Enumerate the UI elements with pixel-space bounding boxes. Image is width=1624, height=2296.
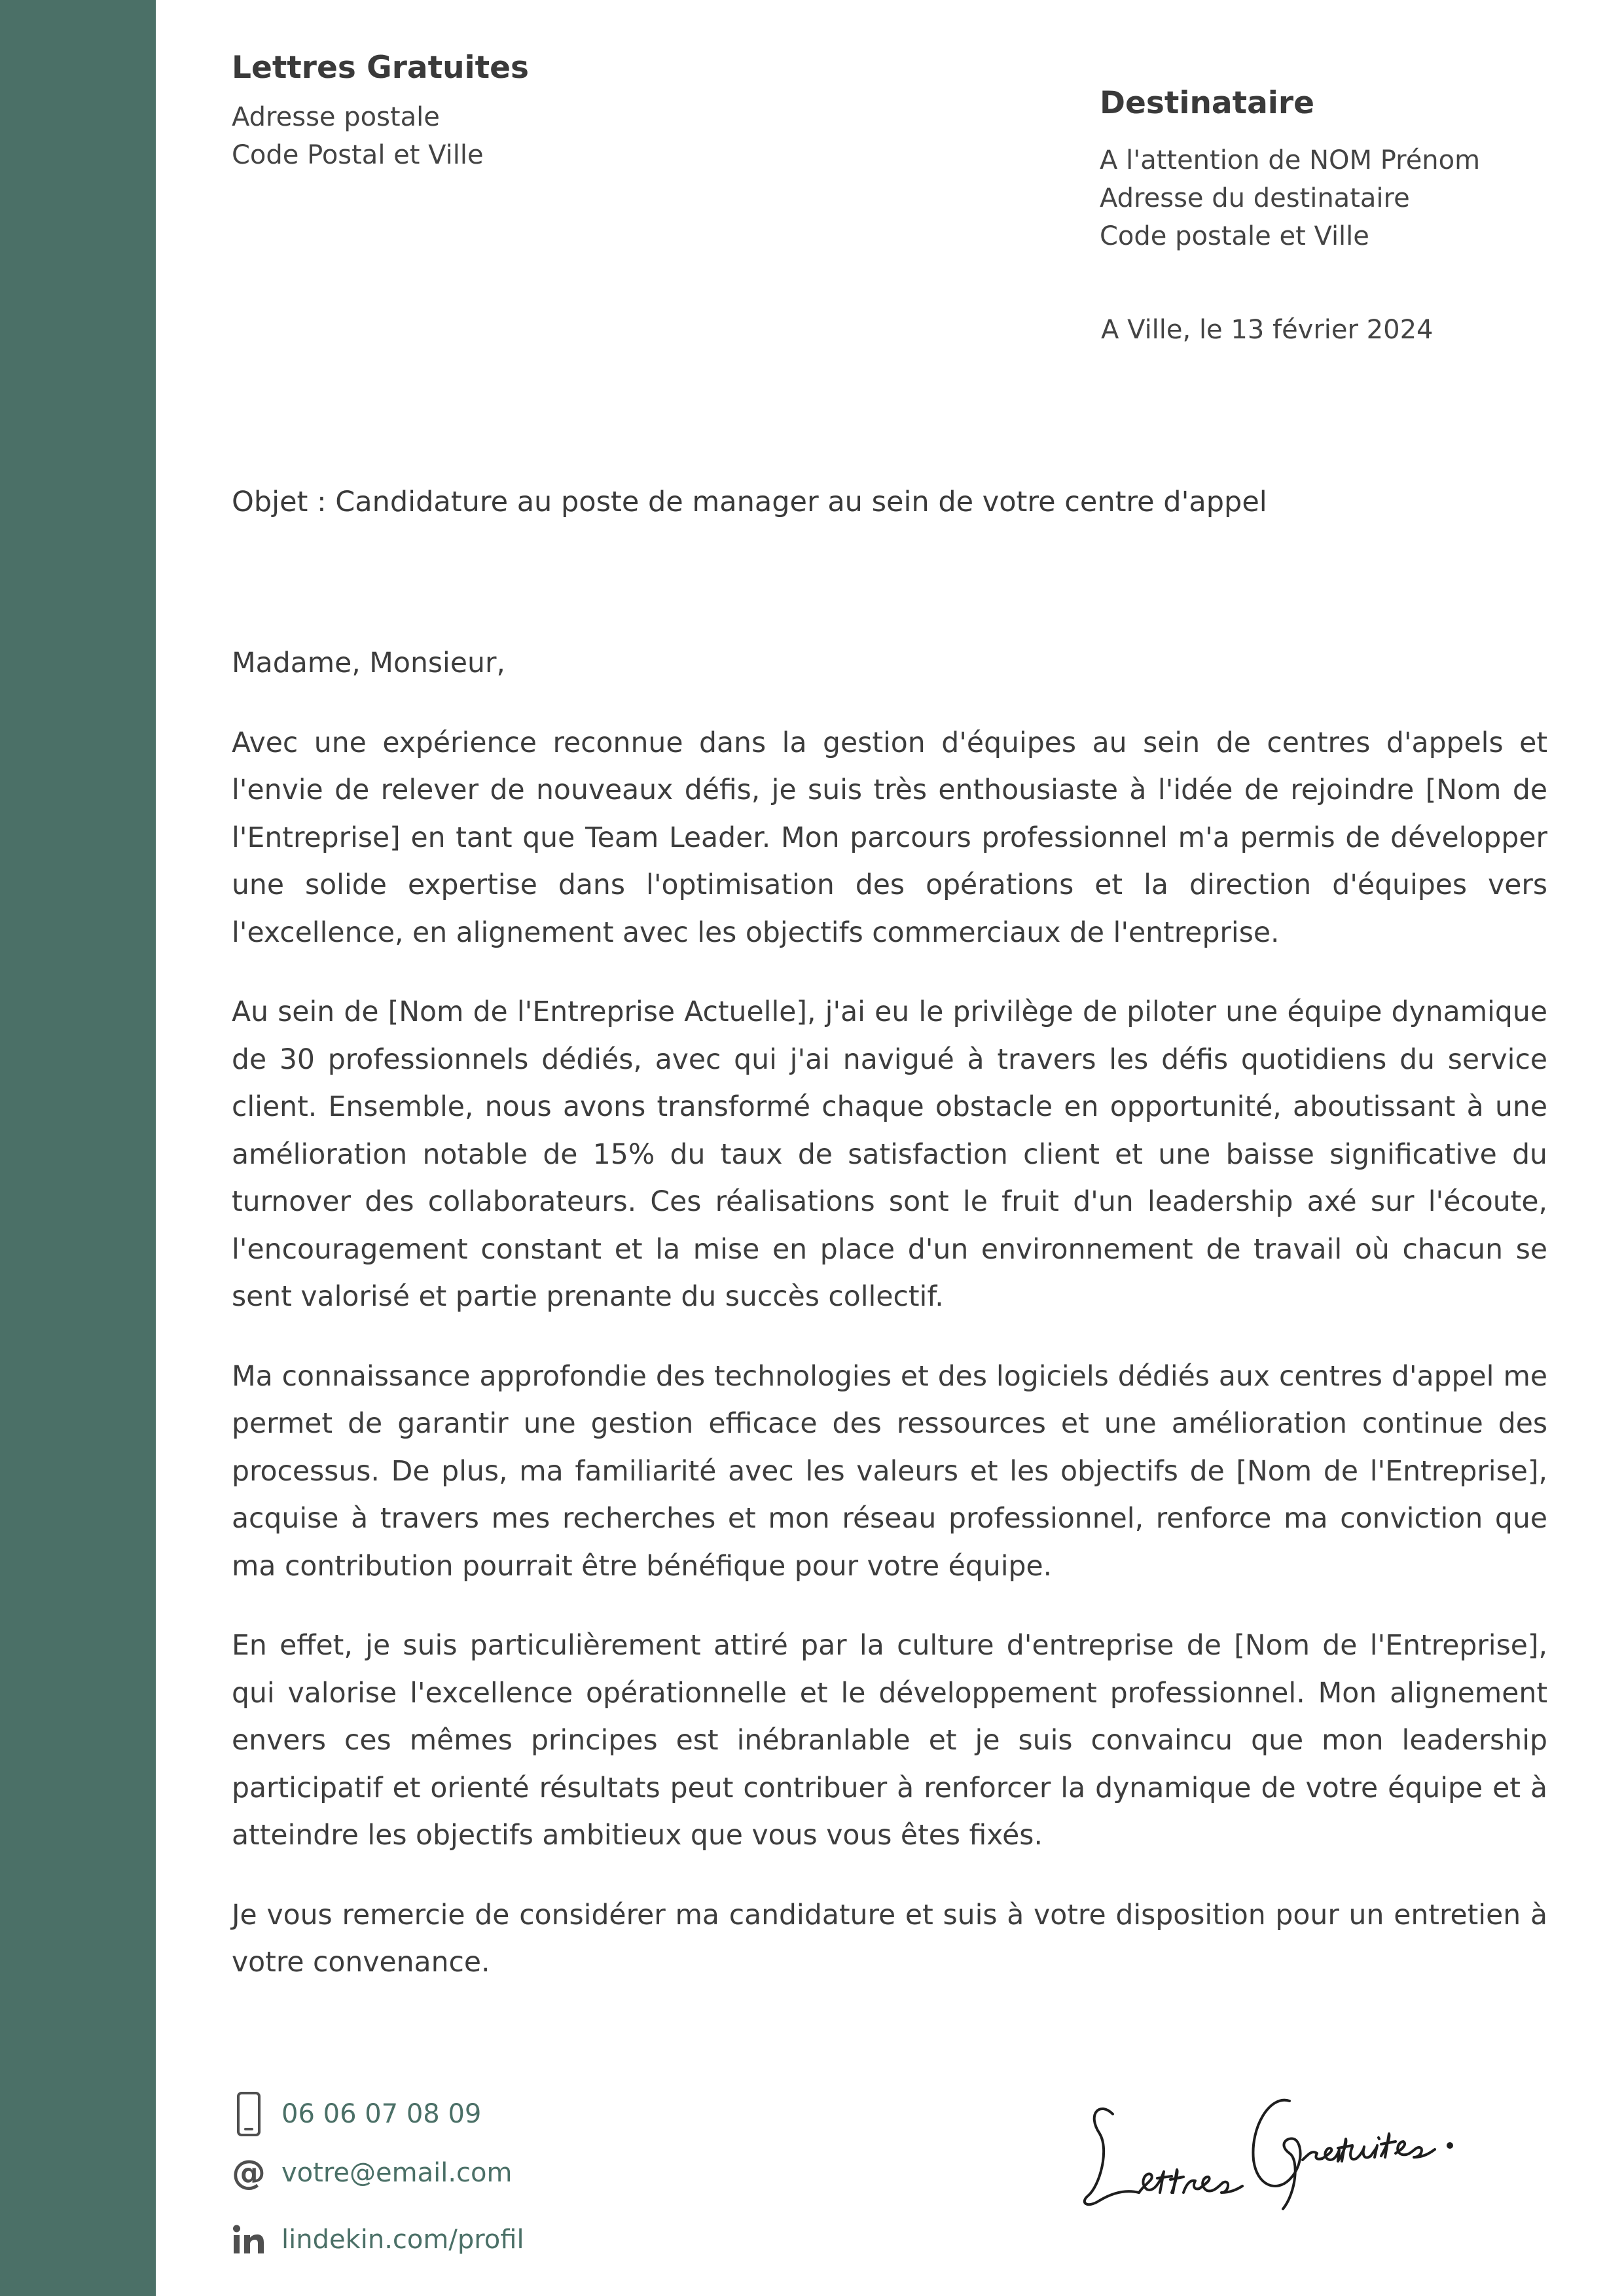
contact-linkedin-text[interactable]: lindekin.com/profil bbox=[281, 2225, 524, 2255]
paragraph-4: En effet, je suis particulièrement attiré par la culture d'entreprise de [Nom de l'Entreprise], qui valorise l'excellence opérationnelle et le développement professionnel. Mon alignement envers ces mêmes principes est inébranlable et je suis convaincu que mon leadership participatif et orienté résultats peut contribuer à renforcer la dynamique de votre équipe et à atteindre les objectifs ambitieux que vous vous êtes fixés. bbox=[232, 1630, 1547, 1852]
salutation: Madame, Monsieur, bbox=[232, 647, 505, 679]
paragraph-1: Avec une expérience reconnue dans la gestion d'équipes au sein de centres d'appels et l'envie de relever de nouveaux défis, je suis très enthousiaste à l'idée de rejoindre [Nom de l'Entreprise] en tant que Team Leader. Mon parcours professionnel m'a permis de développer une solide expertise dans l'optimisation des opérations et la direction d'équipes vers l'excellence, en alignement avec les objectifs commerciaux de l'entreprise. bbox=[232, 726, 1547, 949]
recipient-block bbox=[1100, 82, 1597, 255]
sidebar-band bbox=[0, 0, 156, 2296]
recipient-line2: Adresse du destinataire bbox=[1100, 183, 1410, 213]
letter-body bbox=[232, 640, 1547, 2019]
phone-icon bbox=[229, 2088, 268, 2140]
at-sign-icon: @ bbox=[232, 2153, 266, 2193]
contact-email-text[interactable]: votre@email.com bbox=[281, 2158, 513, 2188]
sender-address-line1: Adresse postale bbox=[232, 102, 440, 132]
sender-name: Lettres Gratuites bbox=[232, 50, 529, 86]
signature-image bbox=[1074, 2062, 1479, 2219]
paragraph-3: Ma connaissance approfondie des technologies et des logiciels dédiés aux centres d'appel me permet de garantir une gestion efficace des ressources et une amélioration continue des processus. De plus, ma familiarité avec les valeurs et les objectifs de [Nom de l'Entreprise], acquise à travers mes recherches et mon réseau professionnel, renforce ma conviction que ma contribution pourrait être bénéfique pour votre équipe. bbox=[232, 1360, 1547, 1583]
recipient-title: Destinataire bbox=[1100, 85, 1314, 121]
paragraph-2: Au sein de [Nom de l'Entreprise Actuelle], j'ai eu le privilège de piloter une équipe dynamique de 30 professionnels dédiés, avec qui j'ai navigué à travers les défis quotidiens du service client. Ensemble, nous avons transformé chaque obstacle en opportunité, aboutissant à une amélioration notable de 15% du taux de satisfaction client et une baisse significative du turnover des collaborateurs. Ces réalisations sont le fruit d'un leadership axé sur l'écoute, l'encouragement constant et la mise en place d'un environnement de travail où chacun se sent valorisé et partie prenante du succès collectif. bbox=[232, 996, 1547, 1313]
paragraph-5: Je vous remercie de considérer ma candidature et suis à votre disposition pour un entretien à votre convenance. bbox=[232, 1899, 1547, 1979]
letter-date: A Ville, le 13 février 2024 bbox=[1101, 315, 1434, 345]
recipient-line1: A l'attention de NOM Prénom bbox=[1100, 145, 1481, 175]
sender-block bbox=[232, 47, 821, 174]
linkedin-icon bbox=[229, 2220, 268, 2259]
letter-subject: Objet : Candidature au poste de manager au sein de votre centre d'appel bbox=[232, 486, 1267, 518]
sender-address-line2: Code Postal et Ville bbox=[232, 140, 484, 170]
recipient-line3: Code postale et Ville bbox=[1100, 221, 1369, 251]
contact-phone-text[interactable]: 06 06 07 08 09 bbox=[281, 2099, 482, 2129]
